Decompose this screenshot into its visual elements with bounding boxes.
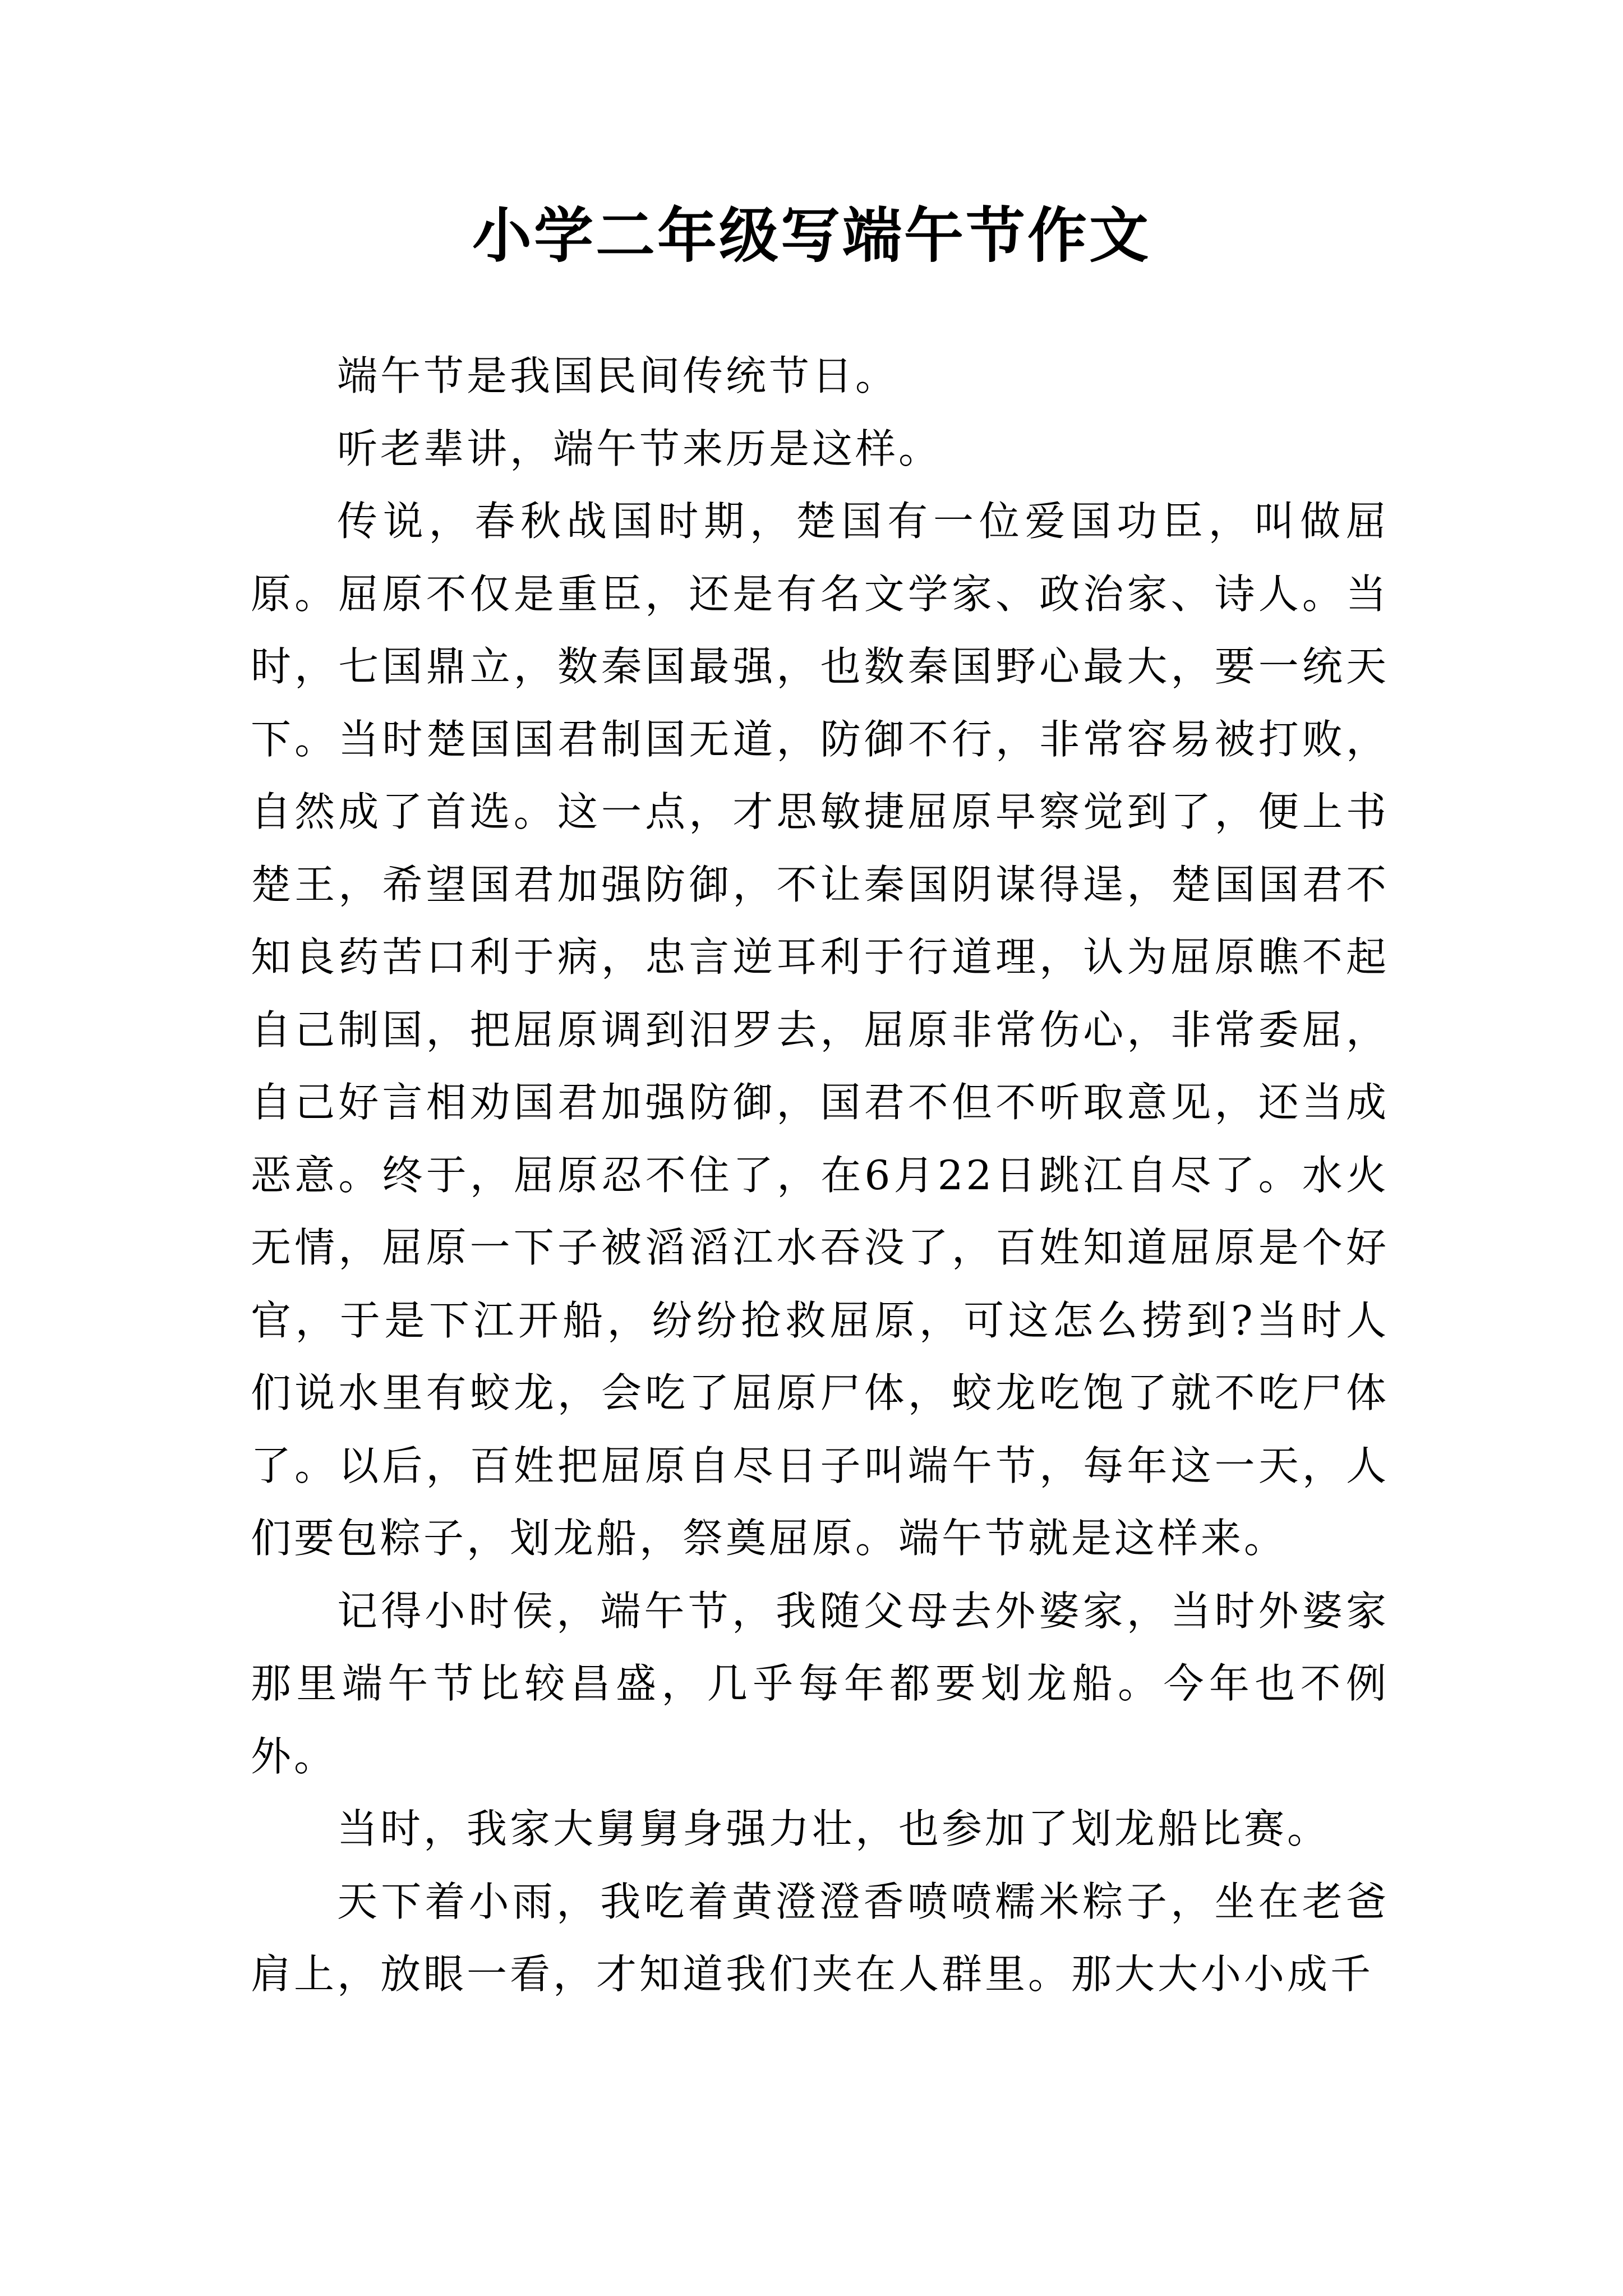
paragraph: 端午节是我国民间传统节日。 (337, 352, 899, 399)
paragraph: 天下着小雨，我吃着黄澄澄香喷喷糯米粽子，坐在老爸肩上，放眼一看，才知道我们夹在人群里。那大大小小成千 (251, 1878, 1389, 1998)
document-title: 小学二年级写端午节作文 (472, 200, 1151, 270)
document-body (251, 340, 1389, 2011)
paragraph: 当时，我家大舅舅身强力壮，也参加了划龙船比赛。 (337, 1805, 1331, 1852)
paragraph: 传说，春秋战国时期，楚国有一位爱国功臣，叫做屈原。屈原不仅是重臣，还是有名文学家、政治家、诗人。当时，七国鼎立，数秦国最强，也数秦国野心最大，要一统天下。当时楚国国君制国无道，防御不行，非常容易被打败，自然成了首选。这一点，才思敏捷屈原早察觉到了，便上书楚王，希望国君加强防御，不让秦国阴谋得逞，楚国国君不知良药苦口利于病，忠言逆耳利于行道理，认为屈原瞧不起自己制国，把屈原调到汨罗去，屈原非常伤心，非常委屈，自己好言相劝国君加强防御，国君不但不听取意见，还当成恶意。终于，屈原忍不住了，在6月22日跳江自尽了。水火无情，屈原一下子被滔滔江水吞没了，百姓知道屈原是个好官，于是下江开船，纷纷抢救屈原，可这怎么捞到?当时人们说水里有蛟龙，会吃了屈原尸体，蛟龙吃饱了就不吃尸体了。以后，百姓把屈原自尽日子叫端午节，每年这一天，人们要包粽子，划龙船，祭奠屈原。端午节就是这样来。 (251, 498, 1389, 1562)
paragraph: 记得小时侯，端午节，我随父母去外婆家，当时外婆家那里端午节比较昌盛，几乎每年都要划龙船。今年也不例外。 (251, 1587, 1389, 1780)
paragraph: 听老辈讲，端午节来历是这样。 (337, 425, 942, 472)
